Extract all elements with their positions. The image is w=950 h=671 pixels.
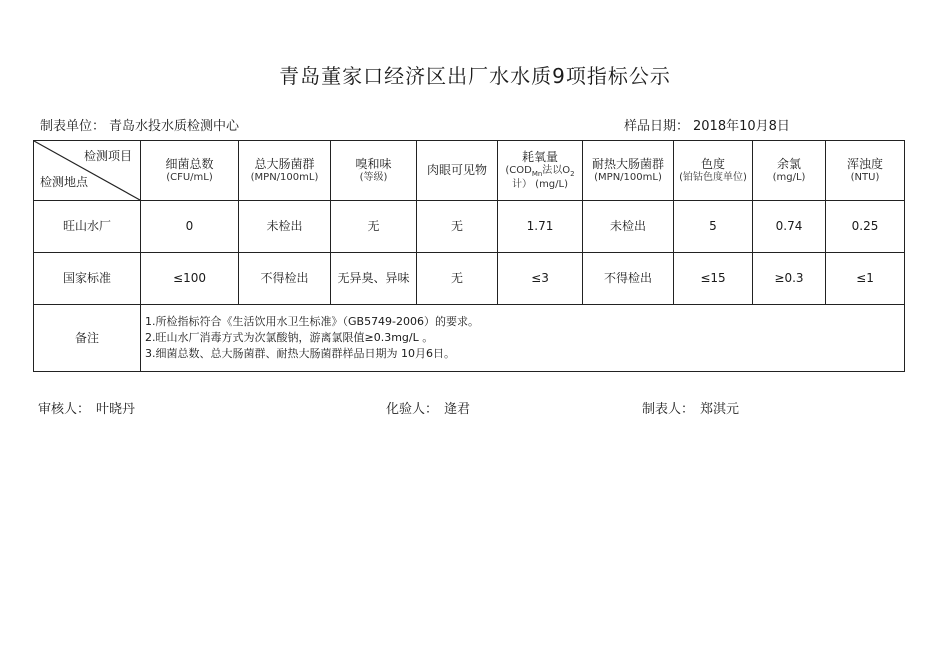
value-cell: ≥0.3 [753, 253, 826, 305]
corner-cell [34, 141, 141, 201]
remarks-content [141, 305, 905, 372]
table-row [34, 253, 905, 305]
value-cell: ≤1 [826, 253, 905, 305]
preparer-signature [642, 398, 739, 417]
value-cell: 无 [417, 201, 498, 253]
remarks-row [34, 305, 905, 372]
reviewer-signature [38, 398, 135, 417]
value-cell: 无 [331, 201, 417, 253]
value-cell: 5 [674, 201, 753, 253]
water-quality-table [33, 140, 905, 372]
sample-date [624, 115, 790, 134]
value-cell: 未检出 [583, 201, 674, 253]
tester-name: 逄君 [444, 402, 471, 417]
remark-line: 3.细菌总数、总大肠菌群、耐热大肠菌群样品日期为 10月6日。 [145, 346, 455, 360]
issuing-unit [40, 115, 239, 134]
header-cell: 总大肠菌群 (MPN/100mL) [239, 141, 331, 201]
header-cell: 耗氧量 ($COD_{Mn}$法以$O_2$ 计） (mg/L) [498, 141, 583, 201]
value-cell: 无 [417, 253, 498, 305]
row-label: 国家标准 [34, 253, 141, 305]
issuing-unit-value: 青岛水投水质检测中心 [109, 119, 240, 134]
value-cell: 不得检出 [583, 253, 674, 305]
sample-date-value: 2018年10月8日 [693, 119, 790, 134]
header-row [34, 141, 905, 201]
tester-label: 化验人： [386, 402, 439, 417]
sample-date-label: 样品日期： [624, 119, 690, 134]
value-cell: 0 [141, 201, 239, 253]
preparer-name: 郑淇元 [700, 402, 740, 417]
value-cell: 无异臭、异味 [331, 253, 417, 305]
header-cell: 耐热大肠菌群 (MPN/100mL) [583, 141, 674, 201]
value-cell: ≤100 [141, 253, 239, 305]
header-cell: 色度 (铂钴色度单位) [674, 141, 753, 201]
remark-line: 2.旺山水厂消毒方式为次氯酸钠，游离氯限值≥0.3mg/L 。 [145, 331, 434, 345]
issuing-unit-label: 制表单位： [40, 119, 106, 134]
value-cell: 0.74 [753, 201, 826, 253]
header-cell: 浑浊度 (NTU) [826, 141, 905, 201]
row-label: 旺山水厂 [34, 201, 141, 253]
value-cell: 0.25 [826, 201, 905, 253]
remark-line: 1.所检指标符合《生活饮用水卫生标准》（GB5749-2006）的要求。 [145, 315, 480, 329]
header-cell: 细菌总数 (CFU/mL) [141, 141, 239, 201]
reviewer-name: 叶晓丹 [96, 402, 136, 417]
value-cell: 1.71 [498, 201, 583, 253]
tester-signature [386, 398, 470, 417]
document-title: 青岛董家口经济区出厂水水质9项指标公示 [279, 64, 671, 88]
reviewer-label: 审核人： [38, 402, 91, 417]
preparer-label: 制表人： [642, 402, 695, 417]
header-cell: 嗅和味 (等级) [331, 141, 417, 201]
corner-site-label: 检测地点 [40, 175, 89, 189]
remarks-label: 备注 [34, 305, 141, 372]
header-cell: 余氯 (mg/L) [753, 141, 826, 201]
corner-item-label: 检测项目 [83, 149, 132, 163]
value-cell: 未检出 [239, 201, 331, 253]
value-cell: ≤3 [498, 253, 583, 305]
value-cell: 不得检出 [239, 253, 331, 305]
table-row [34, 201, 905, 253]
header-cell: 肉眼可见物 [417, 141, 498, 201]
value-cell: ≤15 [674, 253, 753, 305]
